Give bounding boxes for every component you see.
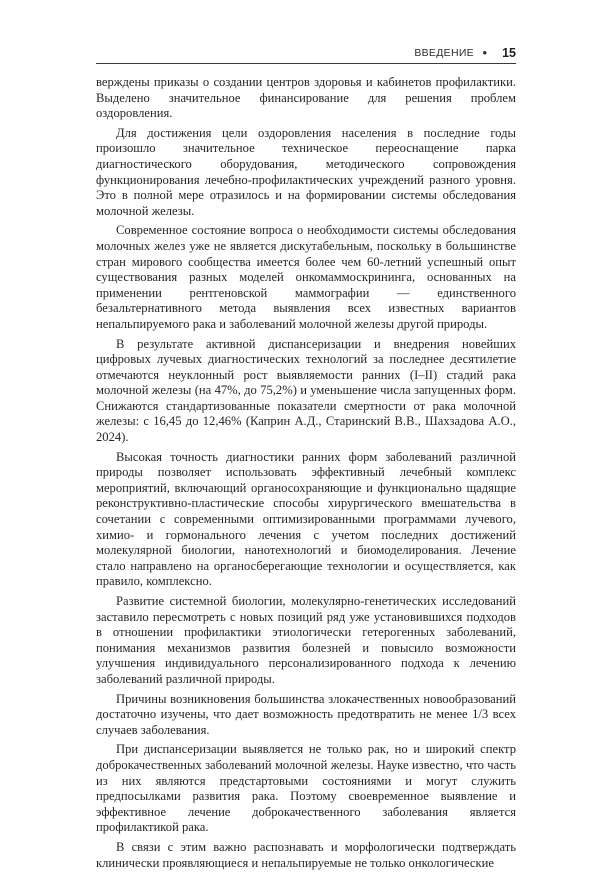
paragraph: Причины возникновения большинства злокачественных новообразований достаточно изучены, что дает возможность предотвратить не менее 1/3 всех случаев заболевания. — [96, 691, 516, 737]
section-title: ВВЕДЕНИЕ — [414, 47, 474, 59]
paragraph: В связи с этим важно распознавать и морфологически подтверждать клинически проявляющиеся и непальпируемые не только онкологические — [96, 839, 516, 870]
body-text — [96, 75, 516, 875]
paragraph: В результате активной диспансеризации и внедрения новейших цифровых лучевых диагностических технологий за последнее десятилетие отмечаются неуклонный рост выявляемости ранних (I–II) стадий рака молочной железы (на 47%, до 75,2%) и уменьшение числа запущенных форм. Снижаются стандартизованные показатели смертности от рака молочной железы: с 16,45 до 12,46% (Каприн А.Д., Старинский В.В., Шахзадова А.О., 2024). — [96, 336, 516, 445]
page-number: 15 — [502, 46, 516, 60]
running-header — [96, 45, 516, 64]
paragraph: При диспансеризации выявляется не только рак, но и широкий спектр доброкачественных заболеваний молочной железы. Науке известно, что часть из них являются предстартовыми состояниями и могут служить предпосылками развития рака. Поэтому своевременное выявление и эффективное лечение доброкачественного заболевания является профилактикой рака. — [96, 742, 516, 835]
paragraph-continued: верждены приказы о создании центров здоровья и кабинетов профилактики. Выделено значительное финансирование для решения проблем оздоровления. — [96, 75, 516, 121]
paragraph: Развитие системной биологии, молекулярно-генетических исследований заставило пересмотреть с новых позиций ряд уже установившихся подходов в отношении профилактики этиологически гетерогенных заболеваний, понимания механизмов развития болезней и повысило возможности улучшения индивидуального персонализированного подхода к лечению заболеваний различной природы. — [96, 594, 516, 686]
header-separator: • — [482, 45, 487, 60]
paragraph: Для достижения цели оздоровления населения в последние годы произошло значительное техническое переоснащение парка диагностического оборудования, методического сопровождения функционирования лечебно-профилактических учреждений разного уровня. Это в полной мере отразилось и на формировании системы обследования молочной железы. — [96, 125, 516, 218]
paragraph: Современное состояние вопроса о необходимости системы обследования молочных желез уже не является дискутабельным, поскольку в большинстве стран мирового сообщества имеется более чем 60-летний успешный опыт существования разных моделей онкомаммоскрининга, основанных на применении рентгеновской маммографии — единственного безальтернативного метода выявления всех известных вариантов непальпируемого рака и заболеваний молочной железы другой природы. — [96, 223, 516, 331]
paragraph: Высокая точность диагностики ранних форм заболеваний различной природы позволяет использовать эффективный лечебный комплекс мероприятий, включающий органосохраняющие и функционально щадящие реконструктивно-пластические способы хирургического вмешательства в сочетании с современными оптимизированными программами лучевого, химио- и гормонального лечения с учетом последних достижений молекулярной биологии, нанотехнологий и биомоделирования. Лечение стало направлено на органосберегающие технологии и осуществляется, как правило, комплексно. — [96, 449, 516, 589]
